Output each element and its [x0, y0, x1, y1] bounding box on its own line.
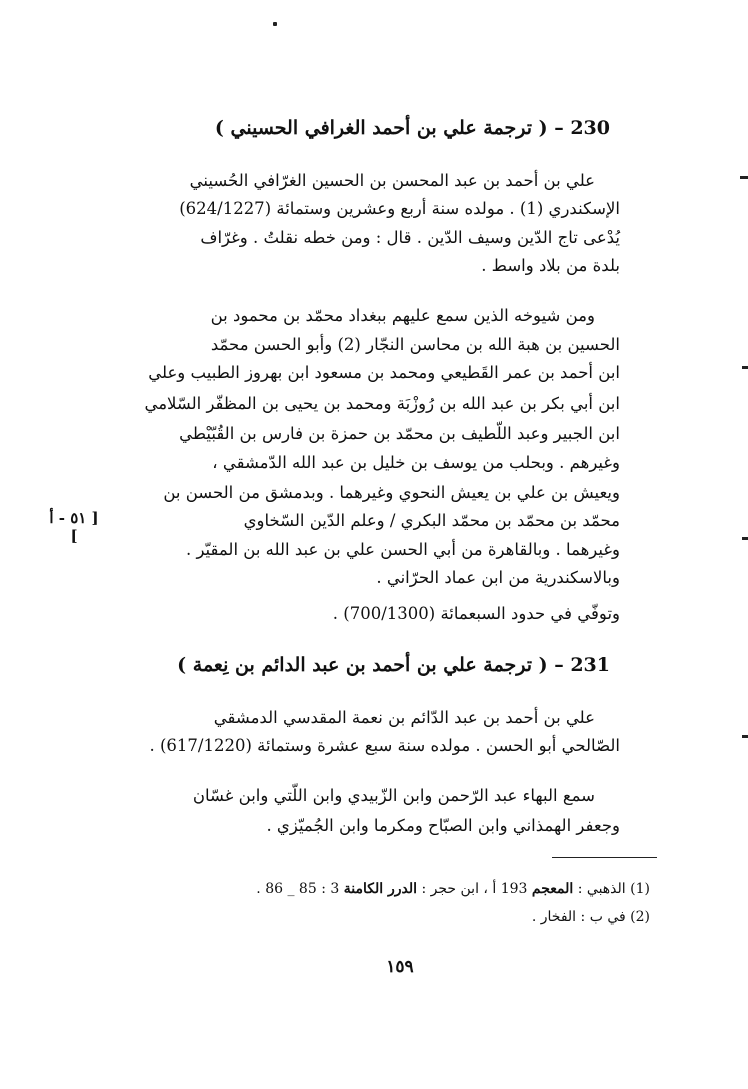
entry-230-line: ابن الجبير وعبد اللّطيف بن محمّد بن حمزة بن فارس بن القُبّيْطي — [179, 424, 620, 443]
scan-speck — [273, 22, 277, 26]
entry-230-line: الحسين بن هبة الله بن محاسن النجّار (2) وأبو الحسن محمّد — [210, 335, 620, 354]
footnote-1-number: (1) — [630, 881, 650, 897]
entry-231-title: 231 – ( ترجمة علي بن أحمد بن عبد الدائم بن نِعمة ) — [177, 654, 610, 676]
entry-230-line: بلدة من بلاد واسط . — [481, 256, 620, 275]
entry-231-line: سمع البهاء عبد الرّحمن وابن الزّبيدي وابن اللّتي وابن غسّان — [192, 786, 595, 805]
entry-230-line: ابن أبي بكر بن عبد الله بن رُوزْبَة ومحمد بن يحيى بن المظفّر السّلامي — [144, 394, 620, 413]
entry-230-line: الإسكندري (1) . مولده سنة أربع وعشرين وستمائة (624/1227) — [179, 199, 620, 218]
entry-230-line: ويعيش بن علي بن يعيش النحوي وغيرهما . وبدمشق من الحسن بن — [163, 483, 620, 502]
entry-230-line: وغيرهما . وبالقاهرة من أبي الحسن علي بن عبد الله بن المقيّر . — [185, 540, 620, 559]
footnote-1-work-title: المعجم — [531, 881, 574, 897]
entry-230-death: وتوفّي في حدود السبعمائة (700/1300) . — [332, 604, 620, 623]
footnote-1-work-title: الدرر الكامنة — [343, 881, 418, 897]
entry-230-line: علي بن أحمد بن عبد المحسن بن الحسين الغرّافي الحُسيني — [189, 171, 595, 190]
entry-230-line: محمّد بن محمّد بن محمّد البكري / وعلم الدّين السّخاوي — [243, 511, 620, 530]
footnote-2: (2) في ب : الفخار . — [531, 909, 650, 925]
entry-230-title: 230 – ( ترجمة علي بن أحمد الغرافي الحسيني ) — [214, 117, 610, 139]
entry-230-line: ومن شيوخه الذين سمع عليهم ببغداد محمّد بن محمود بن — [210, 306, 595, 325]
footnote-1-text: 3 : 85 _ 86 . — [256, 881, 340, 897]
entry-230-line: ابن أحمد بن عمر القَطيعي ومحمد بن مسعود ابن بهروز الطبيب وعلي — [148, 363, 620, 382]
footnote-1-text: 193 أ ، ابن حجر : — [421, 881, 528, 897]
entry-230-line: يُدْعى تاج الدّين وسيف الدّين . قال : ومن خطه نقلتُ . وغرّاف — [200, 228, 620, 247]
entry-231-line: علي بن أحمد بن عبد الدّائم بن نعمة المقدسي الدمشقي — [213, 708, 595, 727]
scan-edge-mark — [742, 537, 748, 540]
page-number: ١٥٩ — [386, 957, 414, 977]
manuscript-folio-ref: [ ٥١ - أ ] — [49, 509, 99, 545]
footnote-divider — [552, 857, 657, 858]
scan-edge-mark — [740, 176, 748, 179]
entry-231-line: الصّالحي أبو الحسن . مولده سنة سبع عشرة وستمائة (617/1220) . — [149, 736, 620, 755]
entry-230-line: وبالاسكندرية من ابن عماد الحرّاني . — [376, 568, 620, 587]
entry-231-line: وجعفر الهمذاني وابن الصبّاح ومكرما وابن الجُميّزي . — [266, 816, 620, 835]
scan-edge-mark — [742, 366, 748, 369]
scan-edge-mark — [742, 735, 748, 738]
entry-230-line: وغيرهم . وبحلب من يوسف بن خليل بن عبد الله الدّمشقي ، — [212, 453, 620, 472]
footnote-1-text: الذهبي : — [577, 881, 626, 897]
footnote-1 — [180, 881, 650, 897]
